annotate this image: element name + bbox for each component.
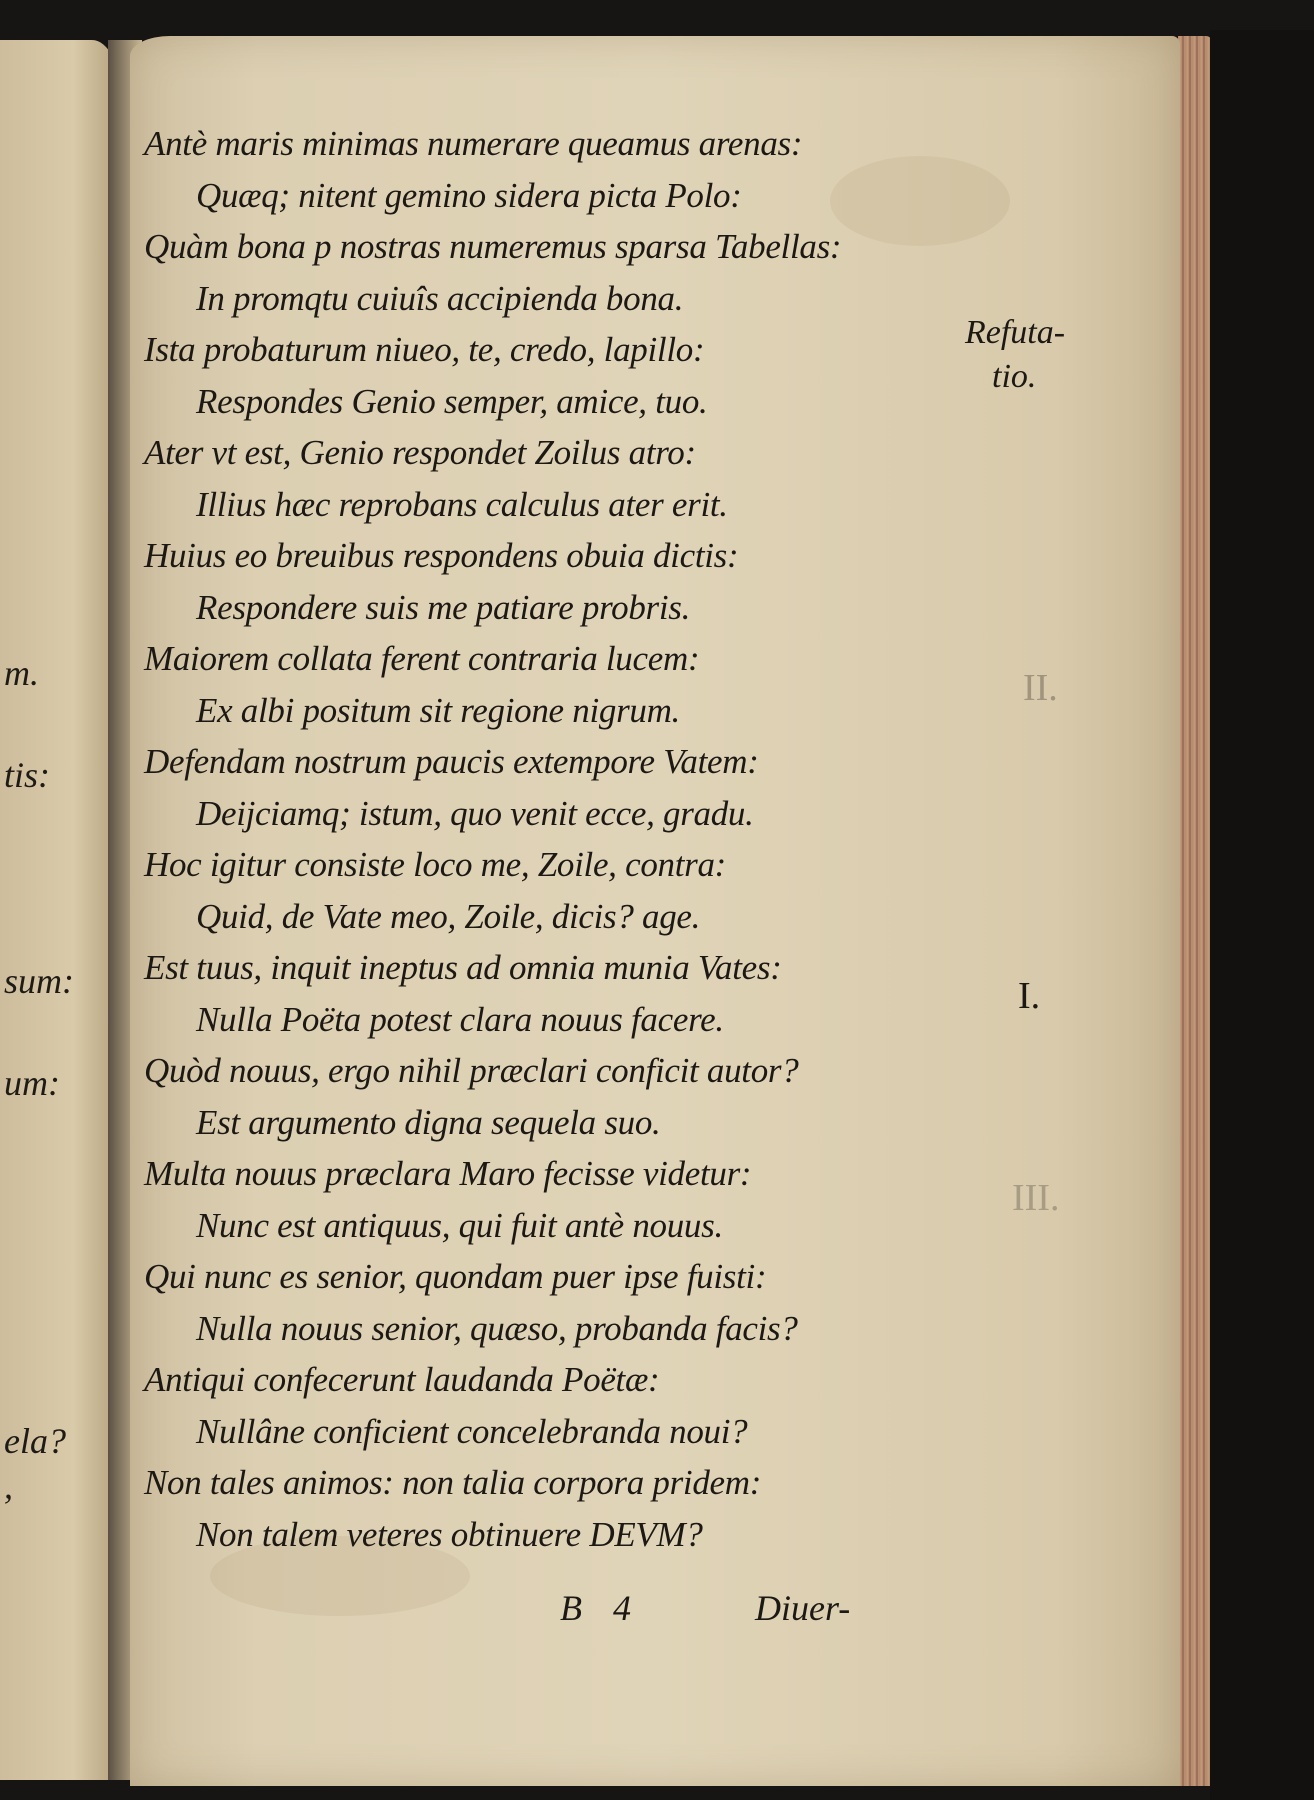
verse-line: Maiorem collata ferent contraria lucem: bbox=[144, 639, 700, 678]
verse-line: Ex albi positum sit regione nigrum. bbox=[196, 690, 681, 730]
background-dark bbox=[1210, 30, 1314, 1800]
verse-line: Quòd nouus, ergo nihil præclari conficit autor? bbox=[144, 1051, 799, 1090]
verse-block bbox=[144, 118, 974, 1560]
margin-note-refutatio-1: Refuta- bbox=[965, 314, 1066, 351]
catchword: Diuer- bbox=[755, 1588, 851, 1628]
verse-line: Ater vt est, Genio respondet Zoilus atro: bbox=[144, 433, 696, 472]
left-page-fragment: ela? bbox=[4, 1421, 66, 1461]
left-page bbox=[0, 40, 122, 1780]
verse-line: Est tuus, inquit ineptus ad omnia munia Vates: bbox=[144, 948, 782, 987]
left-page-fragment: , bbox=[4, 1466, 13, 1506]
verse-line: Defendam nostrum paucis extempore Vatem: bbox=[144, 742, 759, 781]
left-page-show-through bbox=[2, 120, 122, 326]
verse-line: In promqtu cuiuîs accipienda bona. bbox=[196, 278, 684, 318]
right-page bbox=[130, 36, 1180, 1786]
verse-line: Multa nouus præclara Maro fecisse videtur: bbox=[144, 1154, 752, 1193]
left-page-fragment: sum: bbox=[4, 961, 74, 1001]
verse-line: Respondes Genio semper, amice, tuo. bbox=[196, 381, 708, 421]
verse-line: Deijciamq; istum, quo venit ecce, gradu. bbox=[196, 793, 754, 833]
verse-line: Nulla nouus senior, quæso, probanda facis? bbox=[196, 1308, 798, 1348]
margin-note-refutatio-2: tio. bbox=[992, 358, 1037, 395]
margin-numeral-i: I. bbox=[1018, 975, 1041, 1017]
verse-line: Illius hæc reprobans calculus ater erit. bbox=[196, 484, 728, 524]
margin-numeral-ii: II. bbox=[1023, 667, 1058, 709]
verse-line: Est argumento digna sequela suo. bbox=[196, 1102, 661, 1142]
verse-line: Respondere suis me patiare probris. bbox=[196, 587, 691, 627]
verse-line: Qui nunc es senior, quondam puer ipse fuisti: bbox=[144, 1257, 767, 1296]
verse-line: Quæq; nitent gemino sidera picta Polo: bbox=[196, 175, 742, 215]
verse-line: Nulla Poëta potest clara nouus facere. bbox=[196, 999, 724, 1039]
verse-line: Nullâne conficient concelebranda noui? bbox=[196, 1411, 748, 1451]
verse-line: Nunc est antiquus, qui fuit antè nouus. bbox=[196, 1205, 723, 1245]
page-edge-stack bbox=[1178, 36, 1212, 1786]
margin-numeral-iii: III. bbox=[1012, 1177, 1060, 1219]
verse-line: Antè maris minimas numerare queamus arenas: bbox=[144, 124, 803, 163]
verse-line: Huius eo breuibus respondens obuia dictis: bbox=[144, 536, 739, 575]
left-page-fragment: um: bbox=[4, 1063, 60, 1103]
verse-line: Quid, de Vate meo, Zoile, dicis? age. bbox=[196, 896, 701, 936]
signature-mark: B 4 bbox=[560, 1588, 631, 1628]
verse-line: Ista probaturum niueo, te, credo, lapillo: bbox=[144, 330, 705, 369]
left-page-fragment: m. bbox=[4, 653, 39, 693]
verse-line: Non talem veteres obtinuere DEVM? bbox=[196, 1514, 703, 1554]
verse-line: Quàm bona p nostras numeremus sparsa Tabellas: bbox=[144, 227, 842, 266]
verse-line: Hoc igitur consiste loco me, Zoile, contra: bbox=[144, 845, 727, 884]
left-page-fragment: tis: bbox=[4, 755, 51, 795]
verse-line: Non tales animos: non talia corpora pridem: bbox=[144, 1463, 762, 1502]
verse-line: Antiqui confecerunt laudanda Poëtæ: bbox=[144, 1360, 660, 1399]
